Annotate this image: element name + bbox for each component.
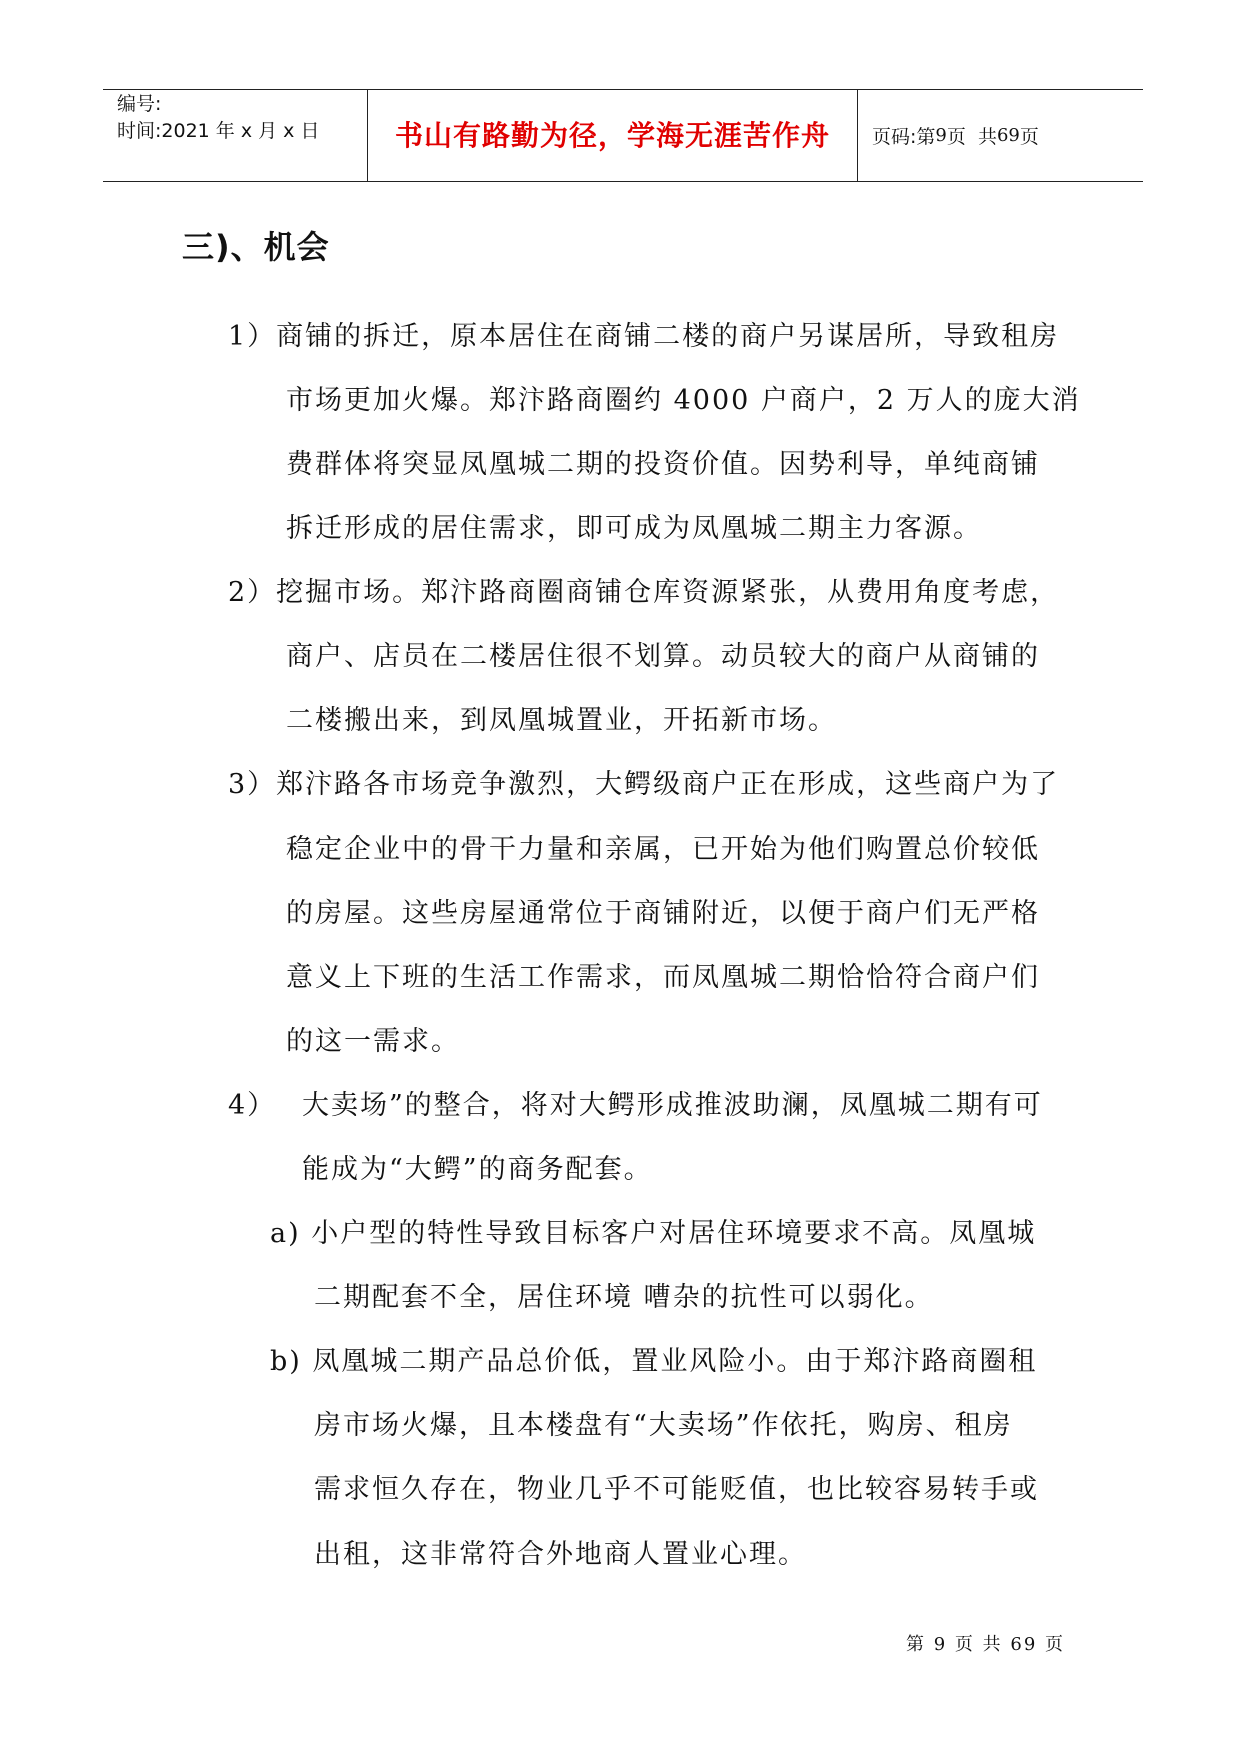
paragraph-line: 的房屋。这些房屋通常位于商铺附近，以便于商户们无严格	[286, 898, 1040, 929]
footer-page-prefix: 第	[906, 1634, 926, 1655]
footer-page-suffix: 页	[1045, 1634, 1066, 1655]
paragraph-line: 二期配套不全，居住环境 嘈杂的抗性可以弱化。	[314, 1282, 934, 1313]
paragraph-line: 拆迁形成的居住需求，即可成为凤凰城二期主力客源。	[286, 513, 982, 544]
footer-page-current: 9	[933, 1634, 948, 1655]
footer-page-middle: 页 共	[954, 1634, 1003, 1655]
paragraph-line: 的这一需求。	[286, 1026, 460, 1057]
header-page-prefix: 页码:第	[872, 126, 936, 148]
document-time-label: 时间:2021 年 x 月 x 日	[117, 120, 320, 142]
paragraph-line: 能成为“大鳄”的商务配套。	[302, 1154, 653, 1185]
section-title: 三)、机会	[182, 228, 330, 266]
paragraph-line: 二楼搬出来，到凤凰城置业，开拓新市场。	[286, 705, 837, 736]
paragraph-line: 房市场火爆，且本楼盘有“大卖场”作依托，购房、租房	[314, 1410, 1013, 1441]
paragraph-line: 稳定企业中的骨干力量和亲属，已开始为他们购置总价较低	[286, 834, 1040, 865]
paragraph-line: 商户、店员在二楼居住很不划算。动员较大的商户从商铺的	[286, 641, 1040, 672]
header-page-current: 9	[935, 125, 947, 146]
paragraph-line: a) 小户型的特性导致目标客户对居住环境要求不高。凤凰城	[270, 1218, 1037, 1249]
page-header	[103, 89, 1143, 182]
document-number-label: 编号:	[117, 93, 162, 115]
paragraph-line: 需求恒久存在，物业几乎不可能贬值，也比较容易转手或	[314, 1474, 1039, 1505]
paragraph-line: 意义上下班的生活工作需求，而凤凰城二期恰恰符合商户们	[286, 962, 1040, 993]
header-page-suffix: 页	[1019, 126, 1039, 148]
paragraph-line: 市场更加火爆。郑汴路商圈约 4000 户商户，2 万人的庞大消	[286, 385, 1081, 416]
paragraph-line: 费群体将突显凤凰城二期的投资价值。因势利导，单纯商铺	[286, 449, 1040, 480]
list-marker: 4）	[228, 1090, 277, 1121]
paragraph-line: 1）商铺的拆迁，原本居住在商铺二楼的商户另谋居所，导致租房	[228, 321, 1060, 352]
header-motto-cell	[368, 90, 858, 181]
header-page-middle: 页 共	[946, 126, 997, 148]
footer-page-total: 69	[1010, 1634, 1038, 1655]
paragraph-line: 2）挖掘市场。郑汴路商圈商铺仓库资源紧张，从费用角度考虑，	[228, 577, 1060, 608]
paragraph-line: b) 凤凰城二期产品总价低，置业风险小。由于郑汴路商圈租	[270, 1346, 1038, 1377]
header-motto: 书山有路勤为径，学海无涯苦作舟	[394, 118, 830, 152]
header-meta	[103, 90, 368, 181]
paragraph-line: 大卖场”的整合，将对大鳄形成推波助澜，凤凰城二期有可	[302, 1090, 1043, 1121]
paragraph-line: 出租，这非常符合外地商人置业心理。	[314, 1539, 807, 1570]
header-page-indicator	[858, 90, 1143, 181]
page-footer	[906, 1630, 1065, 1656]
header-page-total: 69	[996, 125, 1020, 146]
paragraph-line: 3）郑汴路各市场竞争激烈，大鳄级商户正在形成，这些商户为了	[228, 769, 1060, 800]
